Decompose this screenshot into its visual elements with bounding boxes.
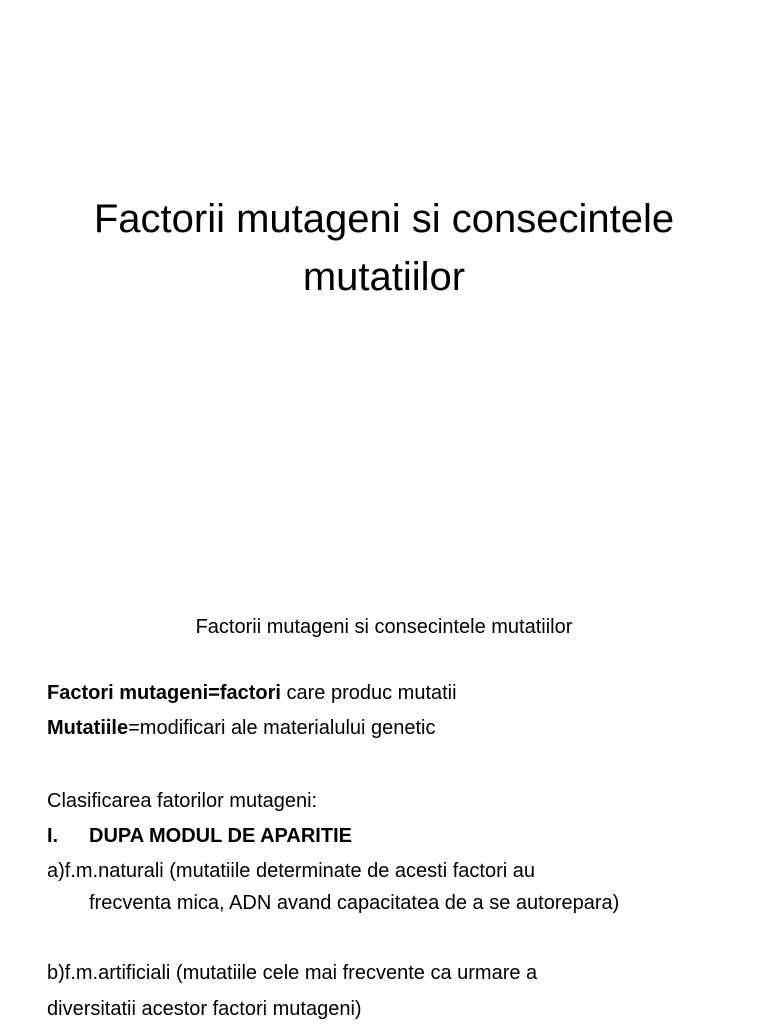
section-number: I. [47, 825, 59, 847]
definition-mutatiile [47, 713, 436, 743]
slide-title-line1: Factorii mutageni si consecintele [93, 197, 675, 241]
item-b-line1: b)f.m.artificiali (mutatiile cele mai frecvente ca urmare a [47, 962, 538, 984]
item-b-line2: diversitatii acestor factori mutageni) [47, 998, 362, 1020]
section-title: DUPA MODUL DE APARITIE [89, 825, 352, 847]
slide-content [0, 612, 768, 642]
definition-mutatiile-text: =modificari ale materialului genetic [128, 717, 436, 739]
slide-title-line2: mutatiilor [302, 255, 466, 299]
item-a-line2: frecventa mica, ADN avand capacitatea de a se autorepara) [89, 892, 620, 914]
item-a-line1: a)f.m.naturali (mutatiile determinate de acesti factori au [47, 860, 535, 882]
definition-factori-term: Factori mutageni=factori [47, 682, 281, 704]
definition-factori-text: care produc mutatii [280, 682, 457, 704]
content-subtitle: Factorii mutageni si consecintele mutatiilor [195, 616, 573, 638]
slide-title [30, 190, 738, 306]
definition-factori [47, 678, 457, 708]
definition-mutatiile-term: Mutatiile [47, 717, 129, 739]
classification-heading: Clasificarea fatorilor mutageni: [47, 790, 318, 812]
